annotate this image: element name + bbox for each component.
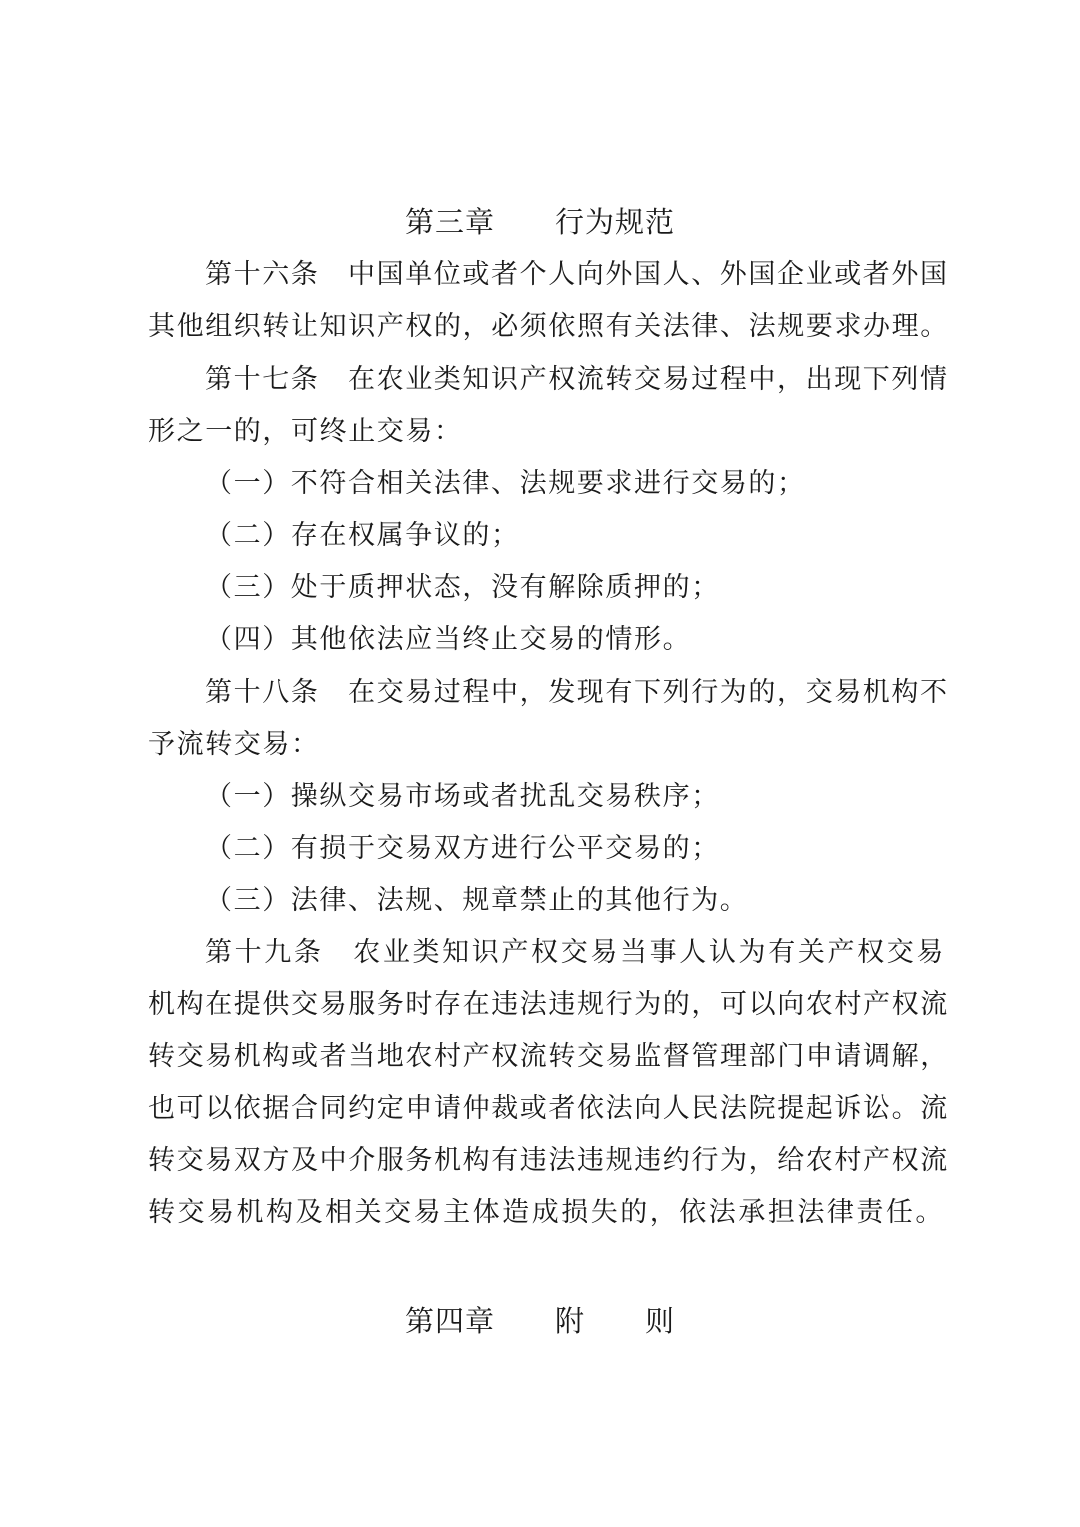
article-19-line-6: 转交易机构及相关交易主体造成损失的，依法承担法律责任。 xyxy=(148,1197,944,1228)
article-17-item-4: （四）其他依法应当终止交易的情形。 xyxy=(205,624,692,655)
article-19-line-1: 第十九条 农业类知识产权交易当事人认为有关产权交易 xyxy=(205,937,945,968)
article-19-line-2: 机构在提供交易服务时存在违法违规行为的，可以向农村产权流 xyxy=(148,989,949,1020)
article-19-line-3: 转交易机构或者当地农村产权流转交易监督管理部门申请调解， xyxy=(148,1041,949,1072)
article-18-item-3: （三）法律、法规、规章禁止的其他行为。 xyxy=(205,885,749,916)
chapter-3-title: 第三章 行为规范 xyxy=(404,205,675,239)
article-18-line-1: 第十八条 在交易过程中，发现有下列行为的，交易机构不 xyxy=(205,677,949,708)
article-19-line-5: 转交易双方及中介服务机构有违法违规违约行为，给农村产权流 xyxy=(148,1145,949,1176)
article-17-item-2: （二）存在权属争议的； xyxy=(205,520,520,551)
article-17-item-3: （三）处于质押状态，没有解除质押的； xyxy=(205,572,720,603)
article-19-line-4: 也可以依据合同约定申请仲裁或者依法向人民法院提起诉讼。流 xyxy=(148,1093,949,1124)
article-17-line-1: 第十七条 在农业类知识产权流转交易过程中，出现下列情 xyxy=(205,364,949,395)
chapter-4-title: 第四章 附 则 xyxy=(404,1304,675,1338)
article-16-line-1: 第十六条 中国单位或者个人向外国人、外国企业或者外国 xyxy=(205,259,949,290)
article-16-line-2: 其他组织转让知识产权的，必须依照有关法律、法规要求办理。 xyxy=(148,311,949,342)
article-17-item-1: （一）不符合相关法律、法规要求进行交易的； xyxy=(205,468,806,499)
article-18-item-2: （二）有损于交易双方进行公平交易的； xyxy=(205,833,720,864)
article-17-line-2: 形之一的，可终止交易： xyxy=(148,416,463,447)
article-18-item-1: （一）操纵交易市场或者扰乱交易秩序； xyxy=(205,781,720,812)
article-18-line-2: 予流转交易： xyxy=(148,729,320,760)
